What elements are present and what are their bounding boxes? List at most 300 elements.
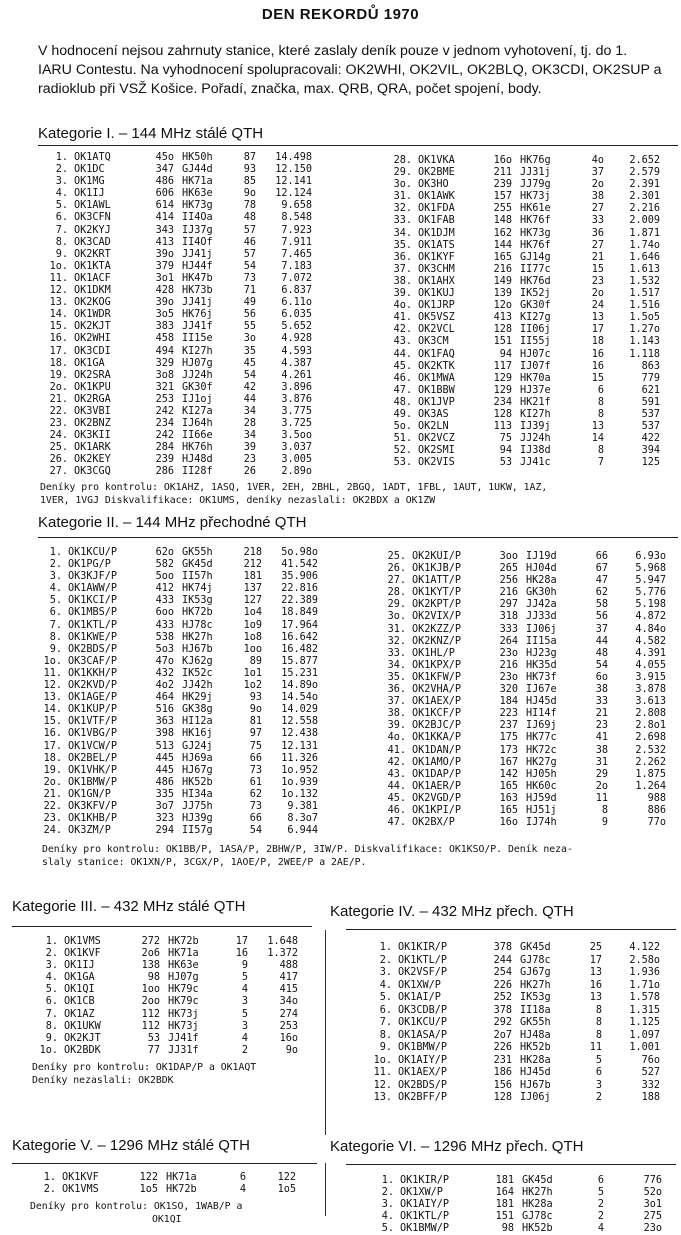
cell-points: 1.264 (635, 780, 666, 792)
cell-callsign: OK2VSF/P (398, 967, 448, 978)
category-5-heading: Kategorie V. – 1296 MHz stálé QTH (12, 1137, 250, 1154)
cell-qra: II18a (520, 1004, 551, 1016)
table-row (368, 1211, 662, 1223)
table-row (32, 1021, 298, 1033)
cell-qso: 9o (243, 188, 256, 200)
cell-points: 12.150 (275, 164, 312, 176)
cell-qso: 46 (243, 236, 256, 248)
cell-qso: 1o1 (243, 667, 262, 679)
cell-qra: HJ67g (182, 764, 213, 776)
cell-qra: GK45d (522, 1175, 553, 1186)
cell-rank: 17. (49, 345, 68, 357)
cell-points: 776 (643, 1175, 662, 1186)
cell-qrb: 6oo (155, 607, 174, 619)
cell-rank: 49. (393, 408, 412, 420)
cell-rank: 3. (381, 1199, 394, 1211)
cell-qra: HK73j (168, 1020, 199, 1032)
cell-rank: 11. (43, 667, 62, 679)
cell-qra: HK73j (168, 1008, 199, 1020)
cell-rank: 4. (45, 972, 58, 984)
table-row (32, 960, 298, 972)
cell-qso: 4 (241, 984, 248, 996)
cell-qra: II4Oa (182, 212, 213, 224)
cell-callsign: OK1ASA/P (398, 1029, 448, 1041)
cell-rank: 2. (381, 1187, 394, 1199)
cell-points: 1.27o (629, 324, 660, 336)
cell-rank: 9. (55, 248, 68, 260)
cell-callsign: OK1MBS/P (68, 607, 118, 619)
table-row (366, 1042, 660, 1055)
cell-qso: 37 (591, 167, 604, 179)
cell-callsign: OK2BX/P (412, 817, 455, 829)
cell-rank: 6. (379, 1004, 392, 1016)
table-row (30, 1172, 296, 1184)
cell-rank: 22. (49, 405, 68, 417)
cell-qra: IJ38d (520, 445, 551, 457)
table-row (32, 936, 298, 948)
cell-points: 415 (279, 984, 298, 996)
cell-qso: 33 (591, 215, 604, 227)
cell-points: 1.001 (629, 1042, 660, 1053)
table-row (380, 587, 666, 599)
cell-callsign: OK3CDI (74, 345, 111, 357)
cell-qrb: 412 (155, 583, 174, 595)
cell-callsign: OK1MWA (418, 372, 455, 384)
cell-qso: 127 (243, 595, 262, 607)
cell-callsign: OK1FDA (418, 203, 455, 215)
cell-qrb: 77 (147, 1044, 160, 1056)
column-divider-top (325, 930, 326, 1135)
cell-rank: 29. (393, 167, 412, 179)
cell-points: 2.391 (629, 179, 660, 191)
cell-qrb: 2o6 (141, 948, 160, 960)
cell-qra: KI27h (520, 408, 551, 420)
cell-points: 4.391 (635, 647, 666, 659)
cell-qso: 23 (243, 454, 256, 466)
cell-points: 2.652 (629, 155, 660, 166)
cell-qra: KI27a (182, 405, 213, 417)
cell-qra: HK76d (520, 275, 551, 287)
cell-rank: 3o. (393, 179, 412, 191)
cell-qrb: 149 (493, 275, 512, 287)
table-row (42, 188, 312, 200)
cell-callsign: OK2SRA (74, 369, 111, 381)
table-row (42, 176, 312, 188)
cell-points: 7.923 (281, 224, 312, 236)
cell-callsign: OK2KJT (74, 321, 111, 333)
cell-rank: 9. (45, 1032, 58, 1044)
cell-qrb: 4o2 (155, 680, 174, 692)
cell-qra: II4Of (182, 236, 213, 248)
category-6-table (368, 1175, 662, 1235)
cell-points: 7.911 (281, 236, 312, 248)
table-row (42, 285, 312, 297)
cell-callsign: OK3AS (418, 408, 449, 420)
table-row (42, 394, 312, 406)
cell-rank: 2o. (49, 381, 68, 393)
cell-callsign: OK1FAQ (418, 348, 455, 360)
cell-callsign: OK2BDS/P (68, 643, 118, 655)
cell-rank: 11. (373, 1067, 392, 1078)
cell-points: 6.944 (287, 825, 318, 837)
cell-qso: 33 (595, 696, 608, 708)
cell-rank: 1. (379, 942, 392, 953)
cell-points: 12.141 (275, 176, 312, 188)
cell-qrb: 39o (155, 297, 174, 309)
cell-qrb: 129 (493, 372, 512, 384)
table-row (36, 644, 318, 656)
cell-points: 3.896 (281, 381, 312, 393)
cell-qso: 17 (591, 324, 604, 336)
cell-qra: JJ24h (182, 369, 213, 381)
table-row (366, 980, 660, 993)
cell-rank: 24. (43, 825, 62, 837)
cell-qso: 3 (241, 1020, 248, 1032)
table-row (42, 430, 312, 442)
cell-rank: 5. (49, 595, 62, 607)
cell-qra: GK30h (526, 587, 557, 599)
cell-rank: 4. (49, 583, 62, 595)
category-5-note-1: Deníky pro kontrolu: OK1SO, 1WAB/P a (30, 1201, 243, 1212)
cell-qrb: 363 (155, 716, 174, 728)
cell-qra: HJ67b (182, 643, 213, 655)
cell-qso: 6 (597, 384, 604, 396)
cell-rank: 7. (55, 224, 68, 236)
cell-qra: GJ44d (182, 164, 213, 176)
cell-qra: II15e (182, 333, 213, 345)
table-row (42, 237, 312, 249)
cell-qso: 55 (243, 321, 256, 333)
cell-callsign: OK1KJB/P (412, 563, 462, 575)
cell-points: 16o (279, 1032, 298, 1044)
category-2-heading: Kategorie II. – 144 MHz přechodné QTH (38, 514, 307, 531)
cell-callsign: OK1KWE/P (68, 631, 118, 643)
cell-qra: JJ41j (182, 248, 213, 260)
category-2-note-2: slaly stanice: OK1XN/P, 3CGX/P, 1AOE/P, 2WEE/P a 2AE/P. (42, 857, 367, 868)
cell-rank: 46. (387, 804, 406, 816)
cell-points: 7.465 (281, 248, 312, 260)
cell-callsign: OK1GN/P (68, 788, 111, 800)
cell-qso: 6 (597, 1175, 604, 1186)
cell-callsign: OK1AWW/P (68, 583, 118, 595)
cell-points: 3.775 (281, 405, 312, 417)
cell-qra: HK16j (182, 728, 213, 740)
cell-callsign: OK1KPU (74, 381, 111, 393)
cell-rank: 4o. (387, 732, 406, 744)
cell-rank: 47. (393, 384, 412, 396)
cell-callsign: OK3CM (418, 336, 449, 348)
cell-qrb: 329 (155, 357, 174, 369)
cell-qra: HK73f (526, 671, 557, 683)
cell-callsign: OK1ACF (74, 272, 111, 284)
cell-qso: 4 (239, 1184, 246, 1196)
cell-qra: HK72b (168, 936, 199, 947)
cell-qrb: 128 (493, 408, 512, 420)
table-row (366, 955, 660, 968)
cell-callsign: OK2KNZ/P (412, 635, 462, 647)
cell-points: 1.516 (629, 300, 660, 312)
cell-callsign: OK1JVP (418, 396, 455, 408)
table-row (36, 583, 318, 595)
cell-rank: 4o. (393, 300, 412, 312)
table-row (380, 805, 666, 817)
cell-callsign: OK1KTA (74, 260, 111, 272)
table-row (386, 324, 660, 336)
cell-callsign: OK1DJM (418, 227, 455, 239)
cell-points: 9.658 (281, 200, 312, 212)
cell-rank: 16. (43, 728, 62, 740)
table-row (386, 155, 660, 167)
cell-callsign: OK1DAP/P (412, 768, 462, 780)
cell-callsign: OK2VIX/P (412, 611, 462, 623)
cell-callsign: OK1GA (64, 972, 95, 984)
cell-callsign: OK1XW/P (398, 979, 441, 991)
cell-qra: HK27g (526, 756, 557, 768)
cell-rank: 19. (49, 369, 68, 381)
table-row (32, 996, 298, 1008)
cell-points: 3.005 (281, 454, 312, 466)
cell-qso: 9 (241, 960, 248, 972)
table-row (380, 563, 666, 575)
cell-qrb: 167 (499, 756, 518, 768)
cell-qrb: 234 (493, 396, 512, 408)
table-row (42, 261, 312, 273)
cell-qso: 13 (591, 312, 604, 324)
cell-points: 253 (279, 1020, 298, 1032)
cell-points: 2.89o (281, 466, 312, 478)
cell-rank: 7. (45, 1008, 58, 1020)
cell-callsign: OK1IJ (74, 188, 105, 200)
cell-qso: 5 (241, 1008, 248, 1020)
cell-points: 5.776 (635, 587, 666, 599)
cell-rank: 8. (55, 236, 68, 248)
cell-rank: 24. (49, 430, 68, 442)
table-row (368, 1175, 662, 1187)
table-row (36, 704, 318, 716)
cell-qra: IK52c (182, 667, 213, 679)
cell-rank: 1. (49, 547, 62, 558)
cell-qrb: 297 (499, 599, 518, 611)
cell-rank: 1. (45, 936, 58, 947)
cell-qra: HK27h (520, 979, 551, 991)
cell-rank: 13. (49, 297, 68, 309)
table-row (380, 769, 666, 781)
cell-qso: 212 (243, 559, 262, 571)
cell-qso: 4o (591, 155, 604, 166)
cell-qso: 49 (243, 297, 256, 309)
cell-callsign: OK2LN (418, 421, 449, 433)
cell-qrb: 264 (499, 635, 518, 647)
cell-qrb: 165 (493, 251, 512, 263)
cell-qra: II55j (520, 336, 551, 348)
cell-rank: 26. (387, 563, 406, 575)
cell-qrb: 428 (155, 285, 174, 297)
cell-qra: HK47b (182, 272, 213, 284)
cell-qra: IJ69j (526, 720, 557, 732)
cell-qso: 9 (601, 817, 608, 829)
cell-qrb: 23o (499, 671, 518, 683)
cell-rank: 1o. (49, 260, 68, 272)
cell-callsign: OK2BDS/P (398, 1079, 448, 1091)
category-3-rule (12, 926, 312, 927)
cell-qso: 78 (243, 200, 256, 212)
cell-rank: 23. (49, 418, 68, 430)
cell-qso: 8 (597, 408, 604, 420)
cell-rank: 2. (43, 1184, 56, 1196)
cell-qra: GK45d (182, 559, 213, 571)
cell-callsign: OK2RGA (74, 393, 111, 405)
cell-points: 1.74o (629, 239, 660, 251)
cell-qso: 18 (591, 336, 604, 348)
cell-qra: HK76j (182, 309, 213, 321)
table-row (368, 1187, 662, 1199)
cell-qra: JJ31j (520, 167, 551, 179)
table-row (380, 720, 666, 732)
cell-callsign: OK2KOG (74, 297, 111, 309)
cell-qrb: 445 (155, 764, 174, 776)
cell-callsign: OK1AIY/P (400, 1199, 450, 1211)
cell-callsign: OK1JRP (418, 300, 455, 312)
cell-callsign: OK1MG (74, 176, 105, 188)
cell-points: 886 (647, 804, 666, 816)
cell-callsign: OK1AZ (64, 1008, 95, 1020)
cell-qrb: 445 (155, 752, 174, 764)
cell-qrb: 175 (499, 732, 518, 744)
cell-qso: 8 (595, 1017, 602, 1028)
cell-qra: KI27g (520, 312, 551, 324)
cell-rank: 45. (387, 792, 406, 804)
cell-rank: 13. (373, 1092, 392, 1103)
cell-qrb: 211 (493, 167, 512, 179)
cell-qso: 73 (249, 800, 262, 812)
cell-qso: 61 (249, 776, 262, 788)
table-row (368, 1223, 662, 1235)
table-row (366, 942, 660, 955)
cell-qra: HK79c (168, 984, 199, 996)
table-row (386, 203, 660, 215)
cell-qrb: 113 (493, 421, 512, 433)
cell-qra: JJ41c (520, 457, 551, 469)
cell-qrb: 164 (495, 1187, 514, 1199)
table-row (380, 745, 666, 757)
cell-callsign: OK1AI/P (398, 992, 441, 1003)
table-row (386, 373, 660, 385)
cell-points: 1.646 (629, 251, 660, 263)
cell-qra: GK55h (182, 547, 213, 558)
table-row (36, 620, 318, 632)
cell-points: 275 (643, 1211, 662, 1223)
table-row (386, 300, 660, 312)
cell-points: 1.125 (629, 1017, 660, 1028)
cell-rank: 37. (387, 696, 406, 708)
cell-qrb: 513 (155, 740, 174, 752)
cell-callsign: OK1VTF/P (68, 716, 118, 728)
cell-callsign: OK2VIS (418, 457, 455, 469)
cell-points: 527 (641, 1067, 660, 1078)
category-1-table-right (386, 155, 660, 469)
cell-qso: 31 (595, 756, 608, 768)
cell-rank: 2o. (43, 776, 62, 788)
table-row (36, 753, 318, 765)
cell-qra: HK35d (526, 659, 557, 671)
cell-qso: 8 (595, 1004, 602, 1016)
cell-qso: 87 (243, 152, 256, 163)
cell-qra: HK29j (182, 692, 213, 704)
cell-qso: 16 (591, 360, 604, 372)
cell-qso: 27 (591, 239, 604, 251)
cell-qra: II57g (182, 825, 213, 837)
cell-qrb: 292 (493, 1017, 512, 1028)
cell-qso: 57 (243, 224, 256, 236)
cell-qra: HK60c (526, 780, 557, 792)
cell-rank: 11. (49, 272, 68, 284)
cell-qrb: 242 (155, 405, 174, 417)
cell-qra: IK52j (520, 288, 551, 300)
cell-callsign: OK1KCU/P (398, 1017, 448, 1028)
cell-callsign: OK2BFF/P (398, 1092, 448, 1103)
cell-points: 12.438 (281, 728, 318, 740)
cell-qrb: 223 (499, 708, 518, 720)
cell-qrb: 151 (493, 336, 512, 348)
cell-points: 5.198 (635, 599, 666, 611)
column-divider-bottom (325, 1163, 326, 1216)
cell-qrb: 254 (493, 967, 512, 978)
cell-qrb: 128 (493, 324, 512, 336)
cell-points: 5.968 (635, 563, 666, 575)
cell-qra: JJ24h (520, 433, 551, 445)
table-row (380, 793, 666, 805)
cell-points: 2.698 (635, 732, 666, 744)
cell-qrb: 242 (155, 430, 174, 442)
cell-callsign: OK1XW/P (400, 1187, 443, 1199)
cell-qso: 9o (249, 704, 262, 716)
cell-callsign: OK3CHM (418, 263, 455, 275)
cell-qra: HK27h (522, 1187, 553, 1199)
cell-points: 1.118 (629, 348, 660, 360)
cell-qso: 39 (243, 442, 256, 454)
cell-callsign: OK1VMS (64, 936, 101, 947)
cell-qso: 4 (597, 1223, 604, 1235)
cell-points: 2.8o1 (635, 720, 666, 732)
cell-points: 1o5 (277, 1184, 296, 1196)
cell-qrb: 378 (493, 942, 512, 953)
cell-qso: 71 (243, 285, 256, 297)
cell-points: 14.89o (281, 680, 318, 692)
cell-points: 17.964 (281, 619, 318, 631)
cell-points: 274 (279, 1008, 298, 1020)
table-row (36, 825, 318, 837)
cell-qra: HK71a (166, 1172, 197, 1183)
table-row (36, 547, 318, 559)
cell-qrb: 239 (493, 179, 512, 191)
cell-qso: 25 (589, 942, 602, 953)
cell-qra: HK52b (520, 1042, 551, 1053)
cell-points: 1.372 (267, 948, 298, 960)
category-6-heading: Kategorie VI. – 1296 MHz přech. QTH (330, 1138, 584, 1155)
cell-points: 5.947 (635, 575, 666, 587)
cell-points: 6.11o (281, 297, 312, 309)
cell-qrb: 614 (155, 200, 174, 212)
category-3-note-2: Deníky nezaslali: OK2BDK (32, 1075, 174, 1086)
cell-points: 11.326 (281, 752, 318, 764)
cell-rank: 1o. (39, 1044, 58, 1056)
cell-rank: 47. (387, 817, 406, 829)
cell-qrb: 226 (493, 1042, 512, 1053)
cell-rank: 27. (49, 466, 68, 478)
table-row (42, 358, 312, 370)
cell-qrb: 256 (499, 575, 518, 587)
cell-qso: 5 (241, 972, 248, 984)
